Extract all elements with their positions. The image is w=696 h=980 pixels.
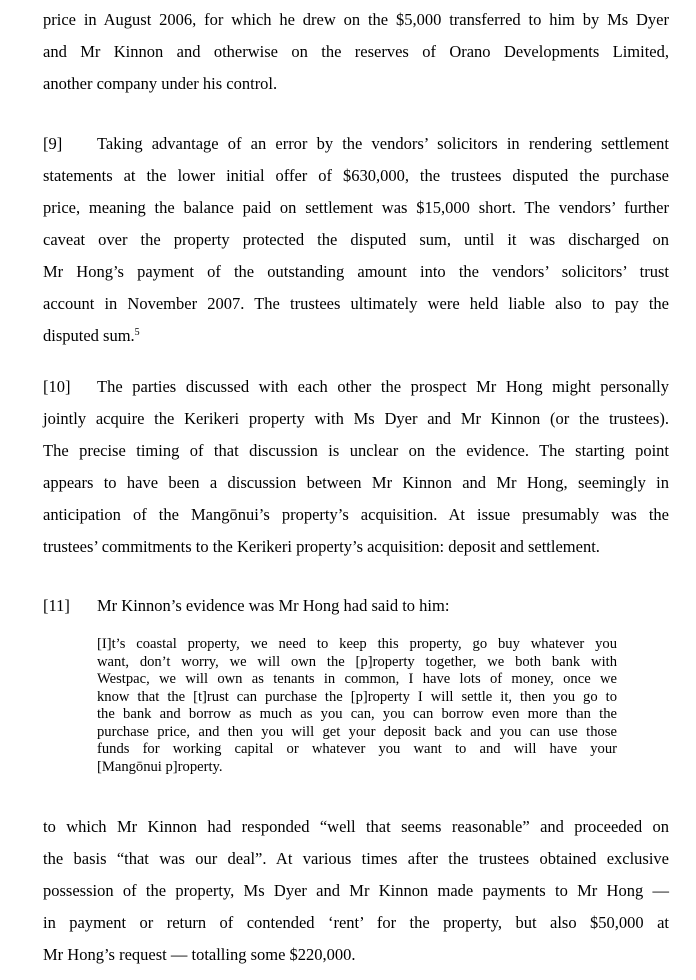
body-line: another company under his control. xyxy=(43,74,278,93)
body-line: Mr Kinnon’s evidence was Mr Hong had said to him: xyxy=(97,596,450,615)
body-line: appears to have been a discussion between Mr Kinnon and Mr Hong, seemingly in xyxy=(43,473,669,492)
body-line: anticipation of the Mangōnui’s property’s acquisition. At issue presumably was the xyxy=(43,505,669,524)
body-line xyxy=(43,326,669,346)
quote-line: know that the [t]rust can purchase the [p]roperty I will settle it, then you go to xyxy=(97,688,617,705)
quote-line: funds for working capital or whatever you want to and will have your xyxy=(97,741,617,757)
body-line: The parties discussed with each other the prospect Mr Hong might personally xyxy=(97,377,669,396)
quote-line: Westpac, we will own as tenants in common, I have lots of money, once we xyxy=(97,671,617,687)
paragraph-number: [9] xyxy=(43,134,63,153)
body-line: The precise timing of that discussion is unclear on the evidence. The starting point xyxy=(43,441,669,460)
body-line: the basis “that was our deal”. At various times after the trustees obtained exclusive xyxy=(43,849,669,868)
body-line: Mr Hong’s payment of the outstanding amount into the vendors’ solicitors’ trust xyxy=(43,262,669,281)
body-line: in payment or return of contended ‘rent’ for the property, but also $50,000 at xyxy=(43,913,669,932)
body-line: possession of the property, Ms Dyer and Mr Kinnon made payments to Mr Hong — xyxy=(43,881,669,900)
body-line: and Mr Kinnon and otherwise on the reserves of Orano Developments Limited, xyxy=(43,42,669,61)
body-line: Taking advantage of an error by the vendors’ solicitors in rendering settlement xyxy=(97,134,669,153)
paragraph-number: [11] xyxy=(43,596,70,615)
body-line: price in August 2006, for which he drew on the $5,000 transferred to him by Ms Dyer xyxy=(43,10,669,29)
body-text: disputed sum. xyxy=(43,326,135,345)
body-line: account in November 2007. The trustees ultimately were held liable also to pay the xyxy=(43,294,669,313)
body-line: price, meaning the balance paid on settlement was $15,000 short. The vendors’ further xyxy=(43,198,669,217)
body-line: trustees’ commitments to the Kerikeri property’s acquisition: deposit and settlement. xyxy=(43,537,600,556)
paragraph-number: [10] xyxy=(43,377,71,396)
body-line: Mr Hong’s request — totalling some $220,000. xyxy=(43,945,356,964)
body-line: to which Mr Kinnon had responded “well that seems reasonable” and proceeded on xyxy=(43,817,669,836)
footnote-reference[interactable]: 5 xyxy=(134,327,140,338)
body-line: statements at the lower initial offer of $630,000, the trustees disputed the purchase xyxy=(43,166,669,185)
quote-line: purchase price, and then you will get your deposit back and you can use those xyxy=(97,723,617,740)
quote-line: want, don’t worry, we will own the [p]roperty together, we both bank with xyxy=(97,653,617,670)
body-line: caveat over the property protected the disputed sum, until it was discharged on xyxy=(43,230,669,249)
quote-line: [Mangōnui p]roperty. xyxy=(97,758,223,775)
quote-line: the bank and borrow as much as you can, you can borrow even more than the xyxy=(97,706,617,722)
quote-line: [I]t’s coastal property, we need to keep this property, go buy whatever you xyxy=(97,636,617,652)
body-line: jointly acquire the Kerikeri property with Ms Dyer and Mr Kinnon (or the trustees). xyxy=(43,409,669,428)
